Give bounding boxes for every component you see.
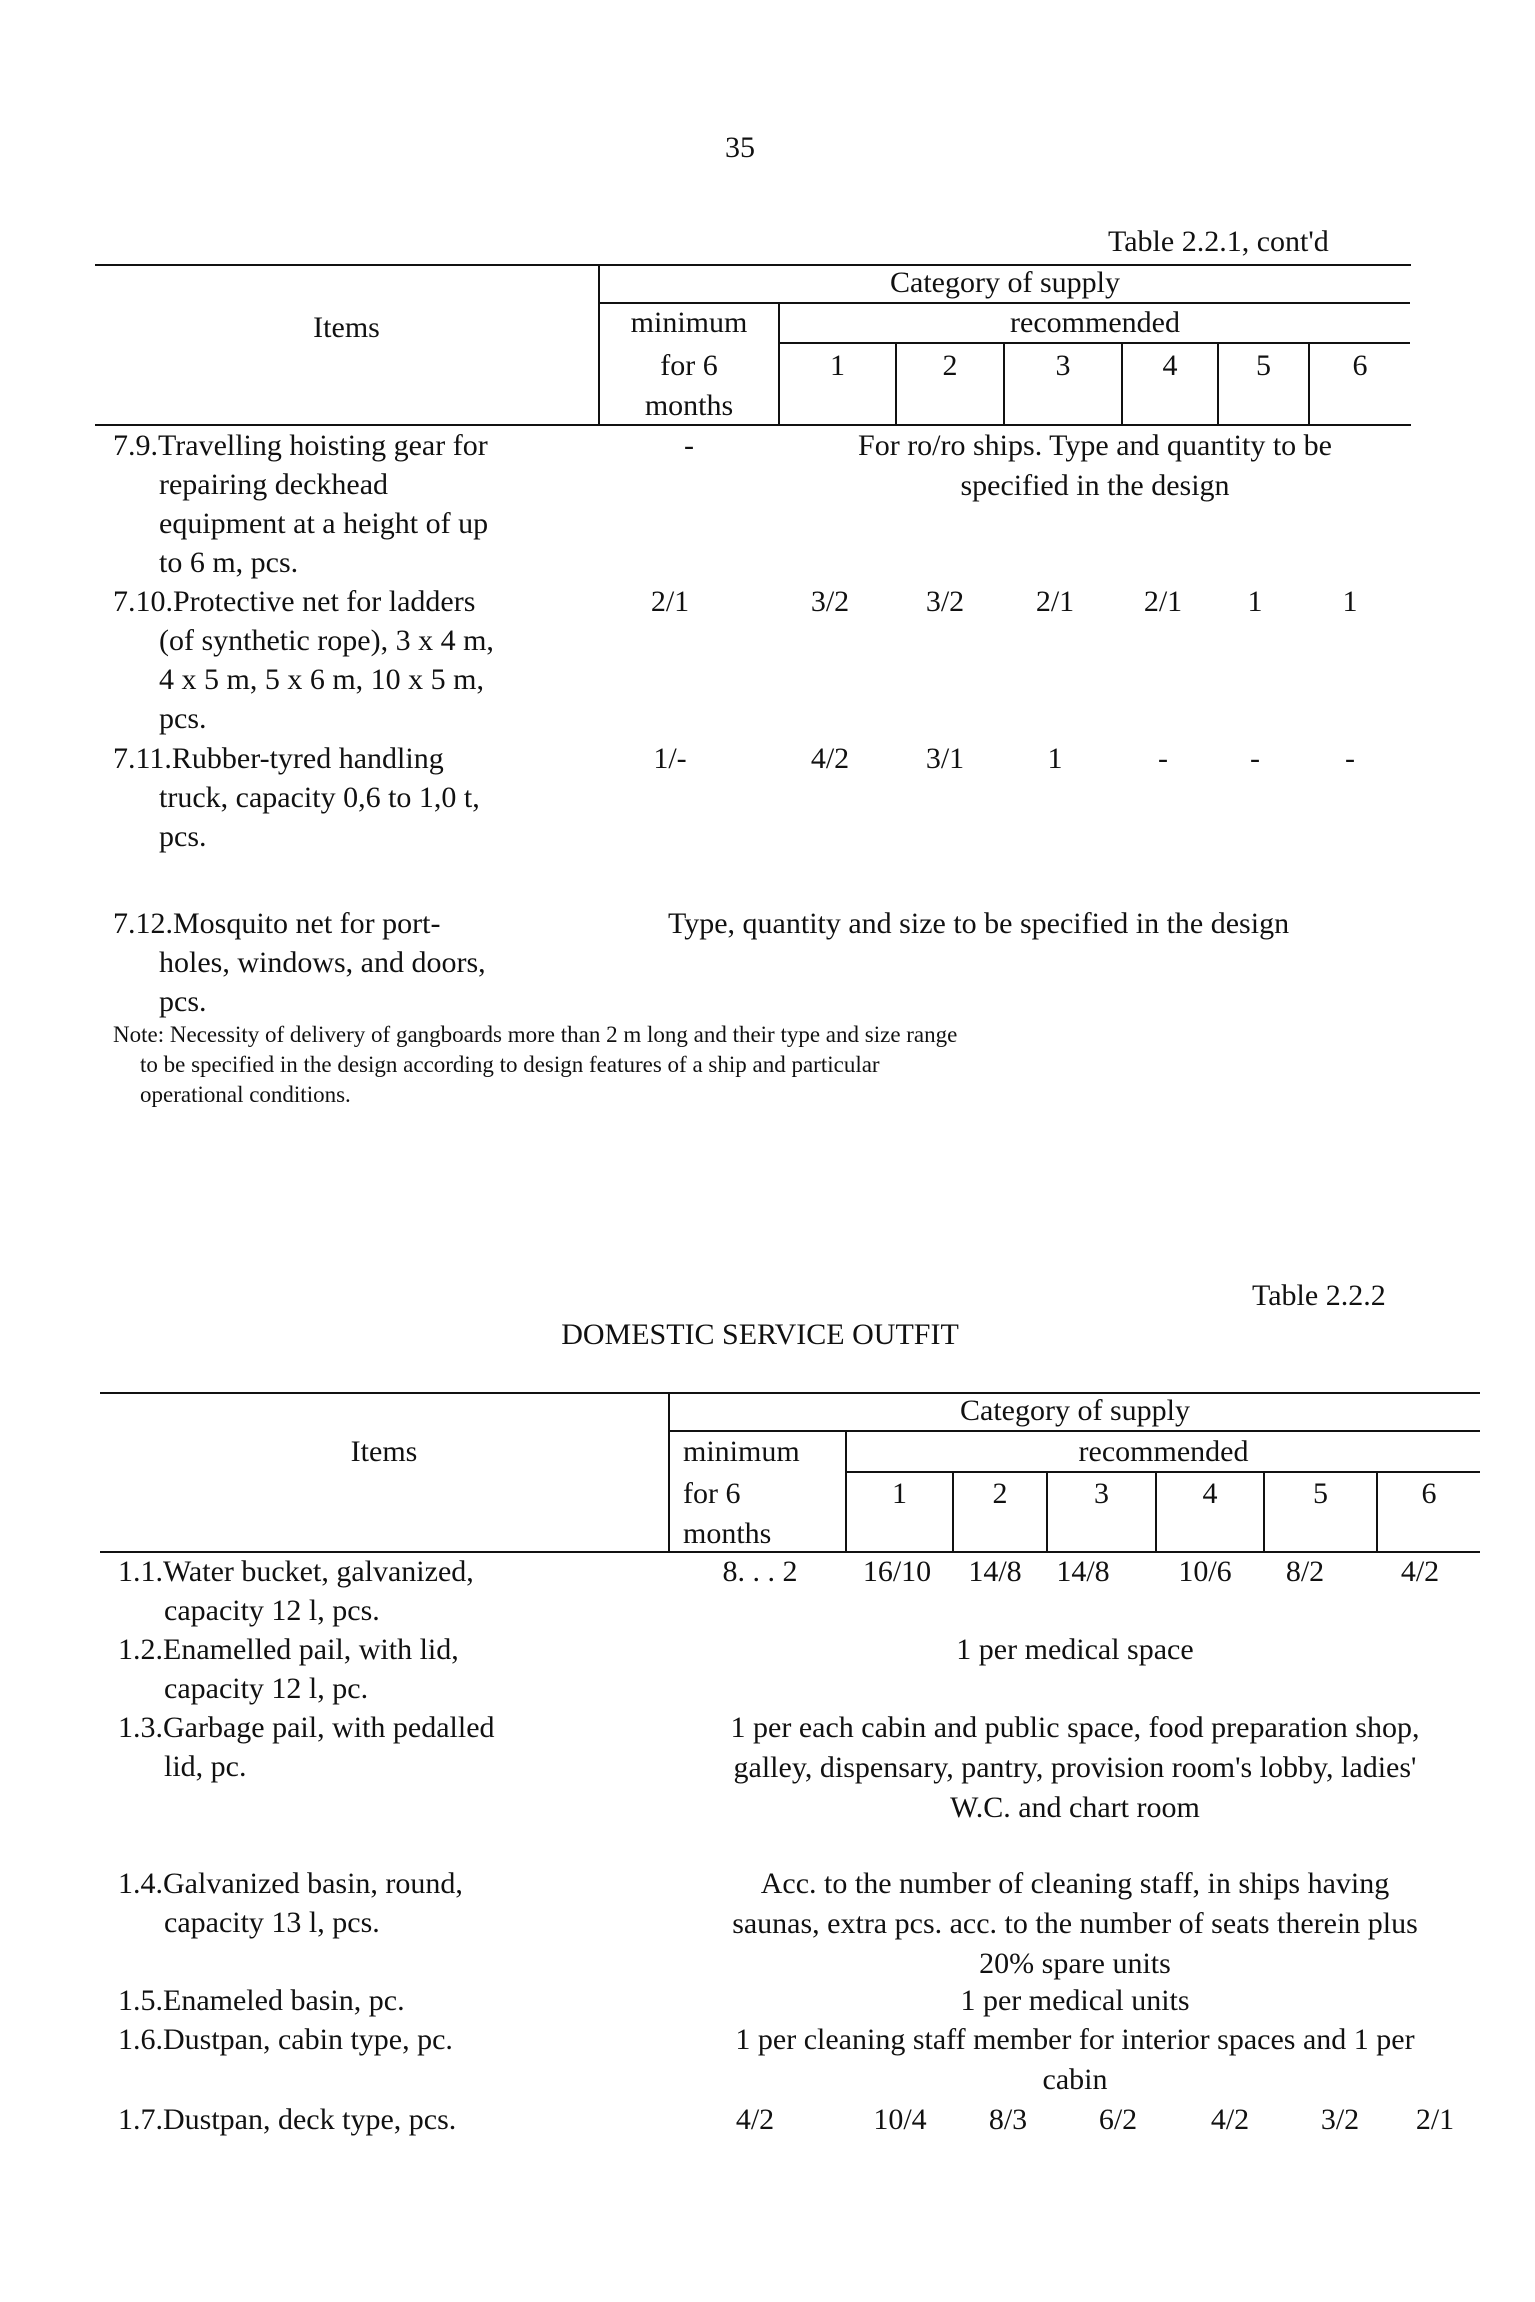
table2-row-item (118, 1708, 495, 1786)
table1-note (113, 1020, 957, 1110)
table1-row-minimum: 1/- (653, 742, 687, 775)
table2-header-minimum: minimum (683, 1435, 800, 1468)
table2-row-value: 8/3 (988, 2103, 1028, 2136)
table1-row-value: 3/2 (810, 585, 850, 618)
item-line: holes, windows, and doors, (159, 946, 486, 979)
table1-row-value: 2/1 (1035, 585, 1075, 618)
table1-col-6: 6 (1352, 349, 1368, 382)
table2-row-item (118, 1552, 474, 1630)
table1-col-2: 2 (942, 349, 958, 382)
note-line: to be specified in the design according to design features of a ship and particular (140, 1052, 880, 1077)
table2-row-span: 1 per medical space (956, 1633, 1194, 1666)
table2-row-value: 14/8 (1056, 1555, 1110, 1588)
item-line: 4 x 5 m, 5 x 6 m, 10 x 5 m, (159, 663, 485, 696)
table2-col-3: 3 (1094, 1477, 1109, 1510)
table1-row-value: 1 (1247, 585, 1263, 618)
table2-row-value: 6/2 (1098, 2103, 1138, 2136)
table1-row-item (113, 582, 494, 738)
table1-header-items: Items (313, 311, 380, 344)
item-line: 7.12.Mosquito net for port- (113, 907, 441, 940)
item-line: 1.5.Enameled basin, pc. (118, 1984, 405, 2017)
table1-header-category: Category of supply (890, 266, 1120, 299)
table2-col-2: 2 (992, 1477, 1008, 1510)
table2-row-value: 8/2 (1285, 1555, 1325, 1588)
item-line: capacity 13 l, pcs. (164, 1906, 380, 1939)
item-line: equipment at a height of up (159, 507, 489, 540)
table1-row-value: 2/1 (1143, 585, 1183, 618)
table1-header-recommended: recommended (1010, 306, 1180, 339)
table1-row-value: 3/2 (925, 585, 965, 618)
table1-row-item (113, 904, 486, 1021)
table1-row-span: specified in the design (960, 469, 1230, 502)
table2-header-recommended: recommended (1078, 1435, 1249, 1468)
table1-header-months: months (644, 389, 734, 422)
item-line: (of synthetic rope), 3 x 4 m, (159, 624, 494, 657)
item-line: lid, pc. (164, 1750, 247, 1783)
item-line: truck, capacity 0,6 to 1,0 t, (159, 781, 480, 814)
item-line: 1.2.Enamelled pail, with lid, (118, 1633, 459, 1666)
item-line: 1.4.Galvanized basin, round, (118, 1867, 463, 1900)
item-line: pcs. (159, 820, 207, 853)
table2-row-span: saunas, extra pcs. acc. to the number of seats therein plus (732, 1907, 1418, 1940)
item-line: to 6 m, pcs. (159, 546, 299, 579)
table2-row-item (118, 2100, 456, 2139)
table2-row-value: 2/1 (1415, 2103, 1455, 2136)
table1-col-1: 1 (830, 349, 845, 382)
table2-caption: Table 2.2.2 (1252, 1279, 1386, 1312)
table2-row-value: 14/8 (968, 1555, 1022, 1588)
table2-col-6: 6 (1421, 1477, 1437, 1510)
table1-row-span: For ro/ro ships. Type and quantity to be (858, 429, 1332, 462)
table2-header-items: Items (350, 1435, 418, 1468)
table1-row-value: 1 (1342, 585, 1358, 618)
table2-title: DOMESTIC SERVICE OUTFIT (561, 1318, 959, 1351)
table1-row-value: - (1250, 742, 1260, 775)
table2-header-for6: for 6 (683, 1477, 741, 1510)
table2-row-span: galley, dispensary, pantry, provision room's lobby, ladies' (733, 1751, 1417, 1784)
item-line: 7.11.Rubber-tyred handling (113, 742, 444, 775)
table1-row-value: - (1158, 742, 1168, 775)
table1-col-3: 3 (1055, 349, 1071, 382)
note-line: operational conditions. (140, 1082, 351, 1107)
table2-row-item (118, 1864, 463, 1942)
table2-row-span: W.C. and chart room (950, 1791, 1200, 1824)
note-line: Note: Necessity of delivery of gangboards more than 2 m long and their type and size range (113, 1022, 958, 1047)
table1-row-value: 4/2 (810, 742, 850, 775)
table2-row-span: 1 per cleaning staff member for interior spaces and 1 per (735, 2023, 1415, 2056)
item-line: 1.7.Dustpan, deck type, pcs. (118, 2103, 457, 2136)
item-line: pcs. (159, 985, 207, 1018)
item-line: 1.1.Water bucket, galvanized, (118, 1555, 474, 1588)
table1-row-minimum: 2/1 (650, 585, 690, 618)
table1-row-value: - (1345, 742, 1355, 775)
table2-row-span: Acc. to the number of cleaning staff, in ships having (760, 1867, 1390, 1900)
table2-row-minimum: 8. . . 2 (722, 1555, 798, 1588)
table2-col-4: 4 (1202, 1477, 1218, 1510)
table1-header-for6: for 6 (660, 349, 718, 382)
table2-header-months: months (683, 1517, 772, 1550)
table2-row-value: 10/6 (1178, 1555, 1232, 1588)
item-line: capacity 12 l, pc. (164, 1672, 369, 1705)
table1-row-value: 1 (1047, 742, 1063, 775)
item-line: capacity 12 l, pcs. (164, 1594, 380, 1627)
table2-col-1: 1 (892, 1477, 907, 1510)
table1-caption: Table 2.2.1, cont'd (1108, 225, 1329, 258)
item-line: pcs. (159, 702, 207, 735)
table2-row-minimum: 4/2 (735, 2103, 775, 2136)
table2-row-span: 1 per each cabin and public space, food preparation shop, (730, 1711, 1420, 1744)
table2-row-value: 4/2 (1210, 2103, 1250, 2136)
item-line: 1.6.Dustpan, cabin type, pc. (118, 2023, 453, 2056)
table1-col-4: 4 (1162, 349, 1178, 382)
table2-row-value: 16/10 (862, 1555, 932, 1588)
table2-row-value: 10/4 (873, 2103, 927, 2136)
table1-col-5: 5 (1256, 349, 1271, 382)
table2-row-item (118, 1630, 459, 1708)
table2-row-value: 3/2 (1320, 2103, 1360, 2136)
table2-col-5: 5 (1313, 1477, 1328, 1510)
table1-row-item (113, 426, 488, 582)
table1-row-item (113, 739, 480, 856)
item-line: repairing deckhead (159, 468, 389, 501)
table1-row-value: 3/1 (925, 742, 965, 775)
item-line: 7.10.Protective net for ladders (113, 585, 476, 618)
table2-row-span: 1 per medical units (960, 1984, 1190, 2017)
table2-row-item (118, 1981, 405, 2020)
table2-header-category: Category of supply (960, 1394, 1190, 1427)
table1-row-minimum: - (684, 429, 694, 462)
table2-row-item (118, 2020, 453, 2059)
item-line: 7.9.Travelling hoisting gear for (113, 429, 488, 462)
table2-row-span: cabin (1042, 2063, 1108, 2096)
table1-header-minimum: minimum (630, 306, 748, 339)
table2-row-value: 4/2 (1400, 1555, 1440, 1588)
table2-row-span: 20% spare units (979, 1947, 1171, 1980)
page-number: 35 (725, 131, 755, 164)
table1-row-span: Type, quantity and size to be specified in the design (668, 907, 1290, 940)
item-line: 1.3.Garbage pail, with pedalled (118, 1711, 495, 1744)
